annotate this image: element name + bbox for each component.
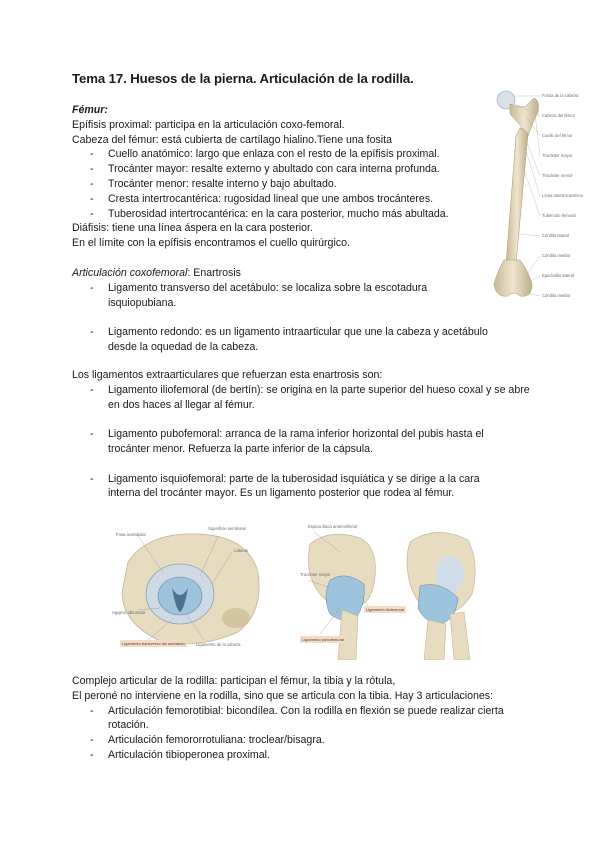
femur-label: Epicóndilo lateral: [542, 273, 574, 278]
femur-label: Cuello del fémur: [542, 133, 573, 138]
ligament-list-item: - Ligamento isquiofemoral: parte de la tuberosidad isquiática y se dirige a la cara interna del trocánter mayor. Es un ligamento posterior que rodea al fémur.: [72, 472, 508, 502]
femur-list-item: - Cuello anatómico: largo que enlaza con el resto de la epífisis proximal.: [72, 147, 472, 162]
femur-illustration: [474, 84, 590, 306]
femur-line: Epífisis proximal: participa en la articulación coxo-femoral.: [72, 118, 345, 131]
hip-label-box: Ligamento iliofemoral: [366, 607, 405, 612]
femur-line: Cabeza del fémur: está cubierta de cartílago hialino.Tiene una fosita: [72, 133, 392, 146]
femur-heading: Fémur:: [72, 104, 108, 116]
page-title: Tema 17. Huesos de la pierna. Articulación de la rodilla.: [72, 71, 414, 86]
femur-label: Línea intertrocantérea: [542, 193, 583, 198]
femur-label: Tubérculo femoral: [542, 213, 576, 218]
femur-label: Cóndilo lateral: [542, 233, 569, 238]
acetabulum-label: Ligamento de la cabeza: [196, 642, 241, 647]
acetabulum-drawing: [108, 522, 276, 652]
femur-label: Fosita de la cabeza: [542, 93, 579, 98]
acetabulum-label: Labrum: [234, 548, 249, 553]
knee-line: Complejo articular de la rodilla: participan el fémur, la tibia y la rótula,: [72, 675, 396, 687]
femur-list-item: - Cresta intertrocantérica: rugosidad lineal que une ambos trocánteres.: [72, 192, 472, 207]
femur-section: [72, 103, 472, 251]
femur-list-item: - Trocánter mayor: resalte externo y abultado con cara interna profunda.: [72, 162, 472, 177]
femur-list-item: - Trocánter menor: resalte interno y bajo abultado.: [72, 177, 472, 192]
acetabulum-illustration: [108, 522, 276, 652]
knee-list-item: - Articulación femororrotuliana: troclear/bisagra.: [72, 733, 532, 748]
coxofemoral-heading: Articulación coxofemoral: Enartrosis: [72, 267, 241, 279]
acetabulum-label-box: Ligamento transverso del acetábulo: [122, 641, 186, 646]
femur-line: En el límite con la epífisis encontramos el cuello quirúrgico.: [72, 237, 350, 250]
acetabulum-label: Superficie semilunar: [208, 526, 246, 531]
femur-label: Cóndilo medial: [542, 293, 570, 298]
hip-label: Trocánter mayor: [300, 572, 331, 577]
acetabulum-label: Agujero obturador: [112, 610, 146, 615]
hip-label-box: Ligamento pubofemoral: [302, 637, 345, 642]
ligaments-intro: Los ligamentos extraarticulares que refuerzan esta enartrosis son:: [72, 369, 383, 381]
femur-list-item: - Tuberosidad intertrocantérica: en la cara posterior, mucho más abultada.: [72, 207, 472, 222]
ligaments-section: [72, 368, 532, 501]
femur-label: Trocánter menor: [542, 173, 573, 178]
femur-label: Cabeza del fémur: [542, 113, 576, 118]
femur-label: Cóndilo medial: [542, 253, 570, 258]
hip-label: Espina ilíaca anteroinferior: [308, 524, 358, 529]
knee-list-item: - Articulación femorotibial: bicondílea. Con la rodilla en flexión se puede realizar cierta rotación.: [72, 704, 538, 734]
knee-list-item: - Articulación tibioperonea proximal.: [72, 748, 532, 763]
knee-section: [72, 674, 532, 763]
coxofemoral-list-item: - Ligamento transverso del acetábulo: se localiza sobre la escotadura isquiopubiana.: [72, 281, 448, 311]
acetabulum-label: Fosa acetabular: [116, 532, 147, 537]
hip-ligaments-illustration: [300, 524, 482, 660]
femur-line: Diáfisis: tiene una línea áspera en la cara posterior.: [72, 222, 313, 235]
ligament-list-item: - Ligamento pubofemoral: arranca de la rama inferior horizontal del pubis hasta el trocánter menor. Refuerza la parte inferior de la cápsula.: [72, 427, 508, 457]
coxofemoral-section: [72, 266, 488, 355]
coxofemoral-list-item: - Ligamento redondo: es un ligamento intraarticular que une la cabeza y acetábulo desde la oquedad de la cabeza.: [72, 325, 518, 355]
ligament-list-item: - Ligamento iliofemoral (de bertín): se origina en la parte superior del hueso coxal y se abre en dos haces al llegar al fémur.: [72, 383, 532, 413]
knee-line: El peroné no interviene en la rodilla, sino que se articula con la tibia. Hay 3 articulaciones:: [72, 689, 494, 702]
femur-label: Trocánter mayor: [542, 153, 573, 158]
